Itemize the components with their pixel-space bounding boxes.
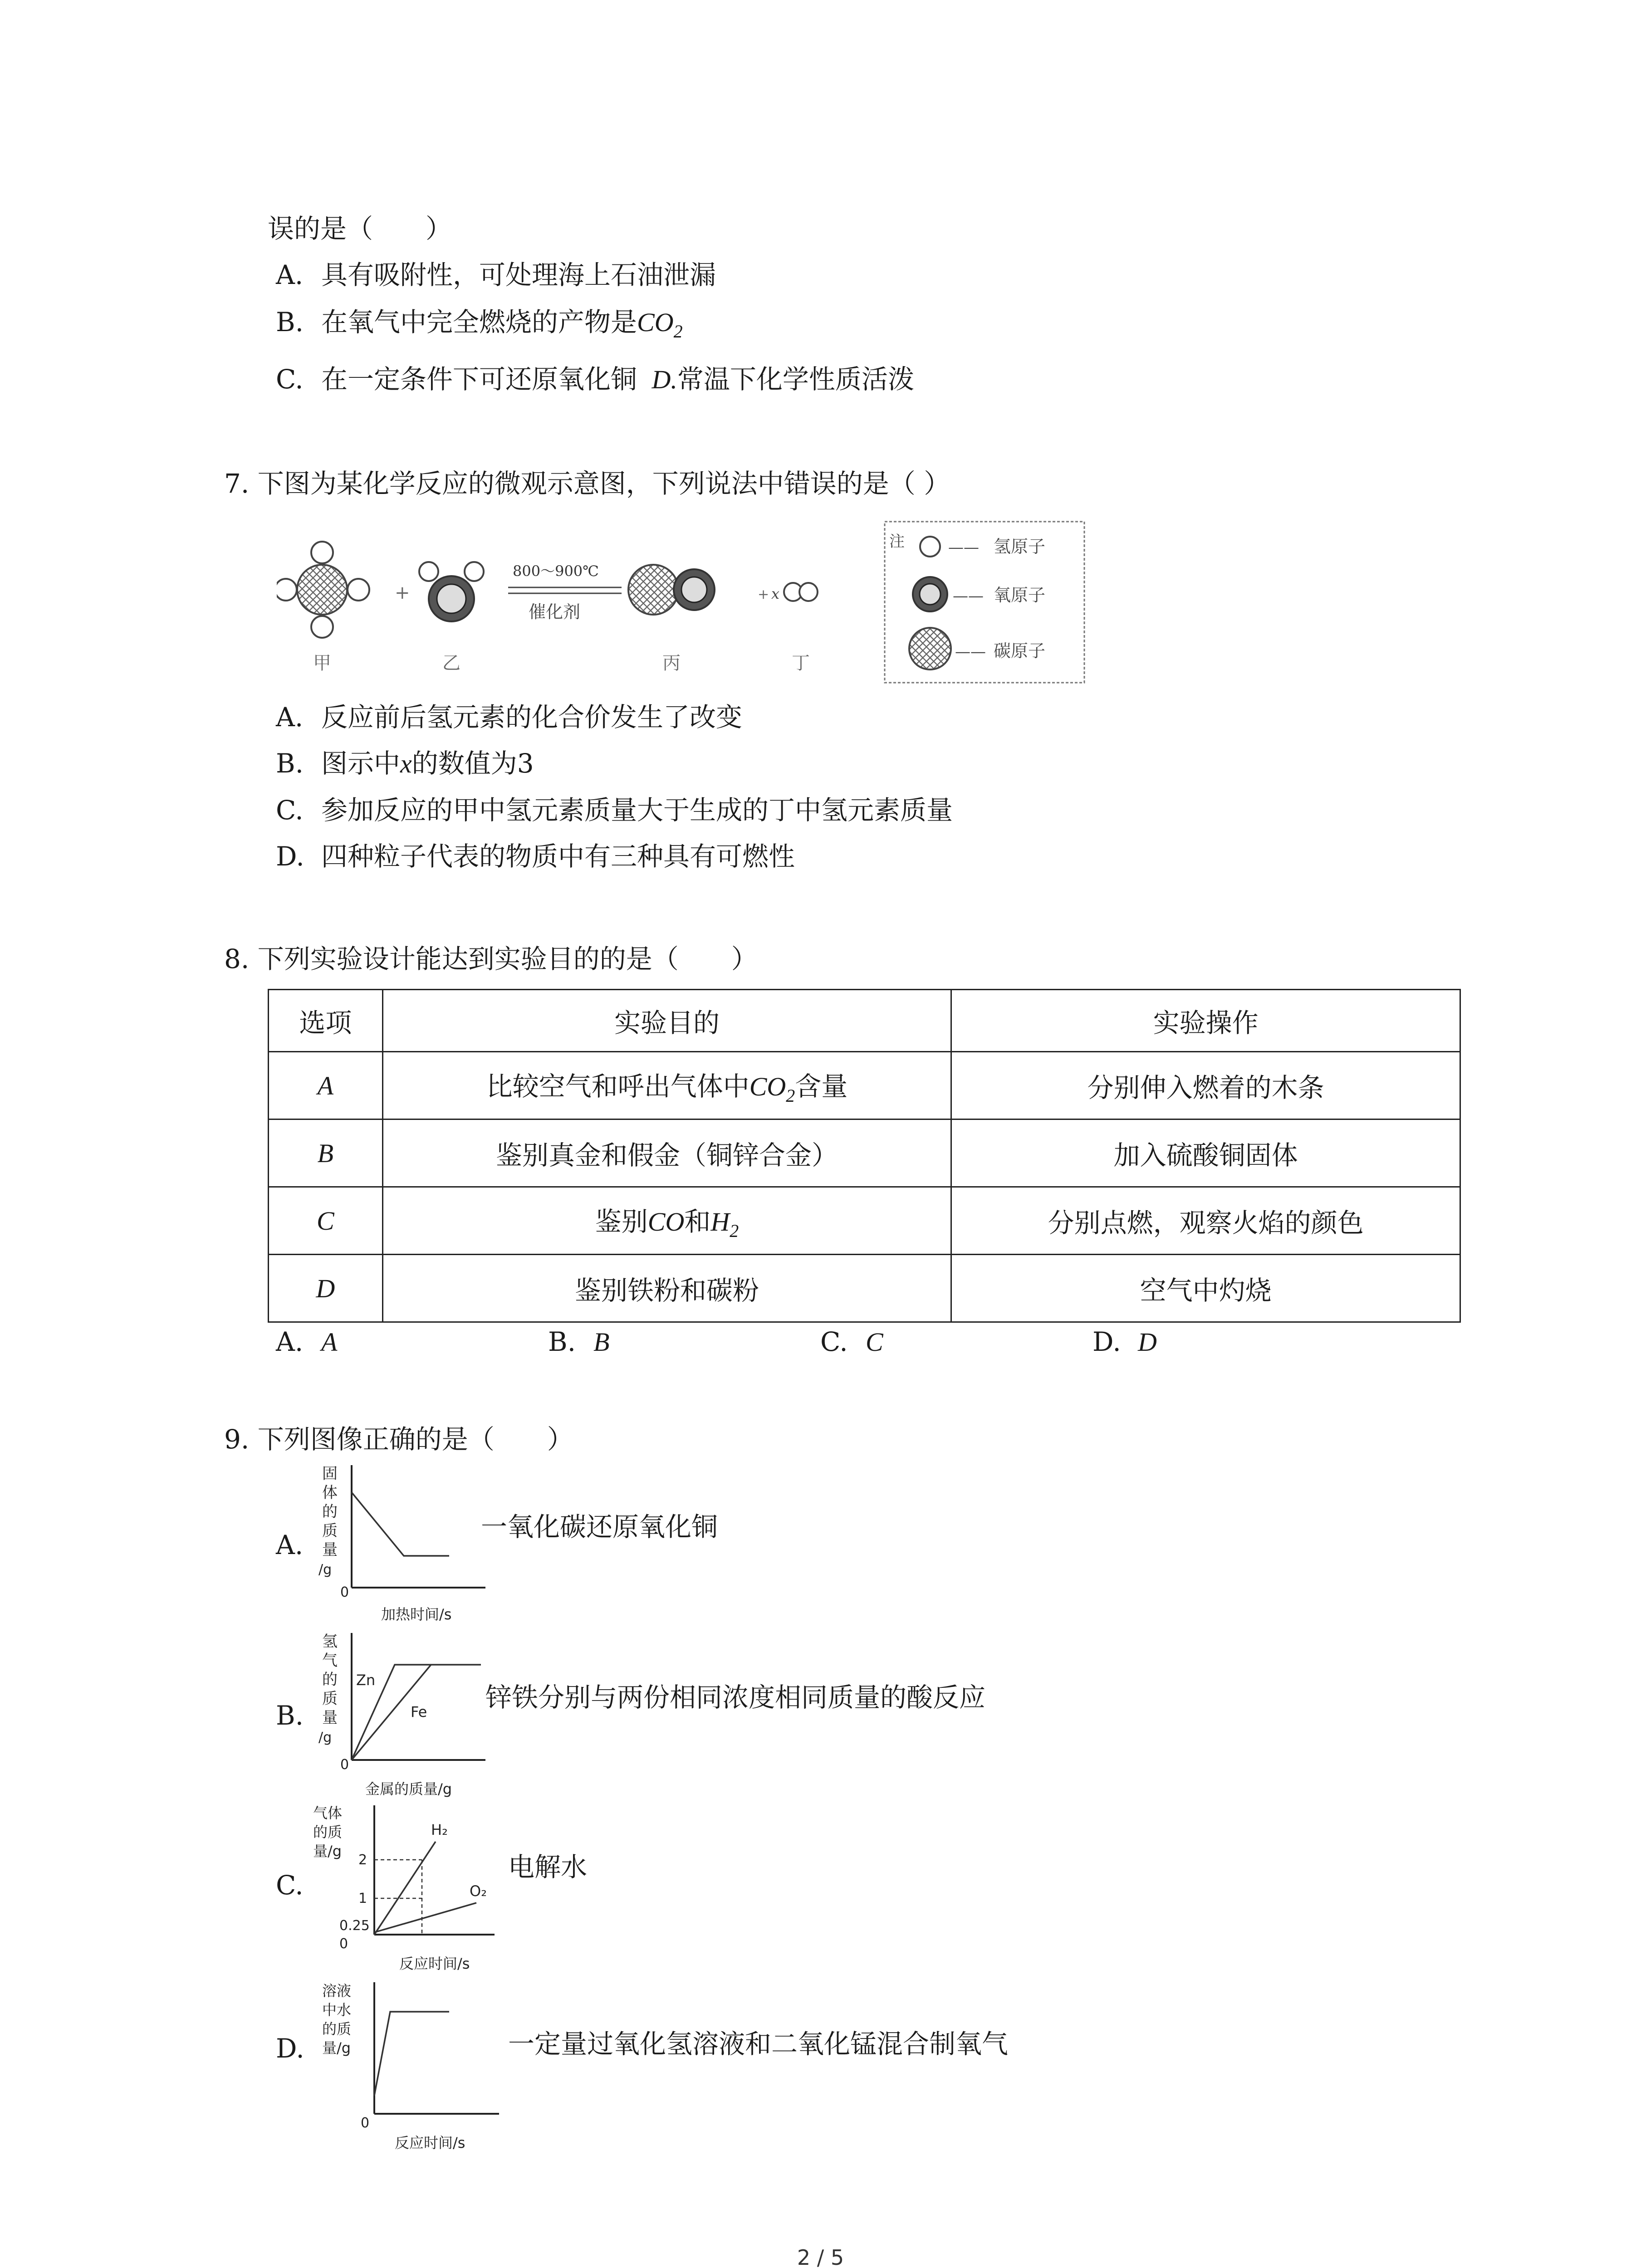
formula-subscript: 2 [673,321,683,342]
option-letter: B. [276,307,304,337]
series-zn-label: Zn [356,1672,376,1689]
svg-text:溶液: 溶液 [322,1982,352,1999]
series-h2-label: H₂ [431,1821,448,1838]
q9-option-b-label[interactable]: B. [276,1700,304,1731]
svg-text:反应时间/s: 反应时间/s [395,2134,465,2151]
option-text: 反应前后氢元素的化合价发生了改变 [321,702,743,733]
svg-text:的质: 的质 [322,2020,352,2038]
q6-option-c[interactable] [276,363,914,396]
svg-text:质: 质 [322,1522,338,1540]
option-letter: C. [276,795,304,826]
svg-text:0: 0 [361,2115,370,2131]
svg-text:反应时间/s: 反应时间/s [399,1955,470,1972]
q7-stem: 7. 下图为某化学反应的微观示意图，下列说法中错误的是（ ） [224,468,950,499]
header-operation: 实验操作 [951,990,1460,1052]
legend-carbon: 碳原子 [994,641,1046,661]
legend-box [885,522,1084,683]
label-yi: 乙 [442,653,460,674]
row-operation: 分别点燃，观察火焰的颜色 [951,1187,1460,1255]
option-text: 在一定条件下可还原氧化铜 [321,364,637,395]
table-header-row [269,990,1460,1052]
svg-text:量/g: 量/g [313,1843,342,1860]
option-text: 参加反应的甲中氢元素质量大于生成的丁中氢元素质量 [321,795,953,826]
svg-text:体: 体 [322,1484,338,1502]
row-purpose: 比较空气和呼出气体中$CO_2$含量 [382,1052,951,1119]
option-letter: D. [276,841,304,872]
label-bing: 丙 [662,653,681,674]
svg-text:的: 的 [322,1671,338,1689]
svg-text:0: 0 [340,1757,349,1773]
q8-stem: 8. 下列实验设计能达到实验目的的是（ ） [224,943,758,974]
plus-sign: + [395,582,410,603]
q8-answer-b[interactable]: B. B [548,1326,610,1357]
svg-text:0: 0 [339,1936,348,1952]
q6-option-b[interactable] [276,306,683,348]
table-row [269,1052,1460,1119]
header-purpose: 实验目的 [382,990,951,1052]
svg-text:气体: 气体 [313,1804,343,1822]
series-o2-label: O₂ [470,1882,487,1900]
svg-text:中水: 中水 [322,2001,352,2019]
svg-text:1: 1 [358,1891,367,1906]
label-ding: 丁 [792,653,810,674]
q9-option-c-desc: 电解水 [508,1852,588,1882]
row-operation: 分别伸入燃着的木条 [951,1052,1460,1119]
row-option: D [269,1255,383,1322]
svg-text:的: 的 [322,1503,338,1521]
svg-text:量: 量 [322,1541,338,1559]
series-fe-label: Fe [411,1703,427,1721]
option-letter: A. [276,259,304,290]
legend-hydrogen: 氢原子 [994,537,1046,557]
q9-option-c-label[interactable]: C. [276,1870,304,1901]
q7-option-d[interactable] [276,840,795,873]
molecule-yi [419,562,484,621]
row-option: C [269,1187,383,1255]
legend-dash: —— [955,643,986,661]
label-jia: 甲 [313,653,331,674]
q7-option-a[interactable] [276,701,742,733]
q8-answer-d[interactable]: D. D [1092,1326,1157,1357]
row-option: A [269,1052,383,1119]
option-letter: B. [276,748,304,779]
legend-dash: —— [953,587,984,605]
svg-text:气: 气 [322,1652,338,1670]
option-text: 四种粒子代表的物质中有三种具有可燃性 [321,841,795,872]
table-row [269,1187,1460,1255]
plus-sign: + [758,587,769,602]
table-row [269,1119,1460,1187]
q6-option-a[interactable] [276,259,716,291]
svg-text:/g: /g [318,1730,332,1745]
q9-option-d-desc: 一定量过氧化氢溶液和二氧化锰混合制氧气 [508,2028,1009,2059]
q9-option-a-label[interactable]: A. [276,1530,304,1560]
q8-answer-c[interactable]: C. C [820,1326,883,1357]
q9-option-d-label[interactable]: D. [276,2033,304,2064]
table-row [269,1255,1460,1322]
q9-graph-a [313,1461,504,1637]
row-operation: 空气中灼烧 [951,1255,1460,1322]
reaction-condition: 800～900℃ [513,562,599,580]
svg-text:加热时间/s: 加热时间/s [381,1606,452,1623]
page-number: 2 / 5 [797,2245,844,2268]
q9-graph-d [313,1978,513,2159]
svg-text:的质: 的质 [313,1823,343,1841]
svg-text:量/g: 量/g [322,2039,351,2057]
option-d-text: 常温下化学性质活泼 [677,364,914,395]
variable-x: x [400,749,412,778]
row-purpose: 鉴别CO和$H_2$ [382,1187,951,1255]
q9-stem: 9. 下列图像正确的是（ ） [224,1424,573,1455]
svg-text:固: 固 [322,1465,338,1483]
formula: CO [637,308,674,337]
q8-answer-a[interactable]: A. A [276,1326,338,1357]
option-text: 在氧气中完全燃烧的产物是 [321,307,637,337]
reaction-catalyst: 催化剂 [529,602,581,622]
coefficient-x: x [771,585,780,602]
option-text: 具有吸附性，可处理海上石油泄漏 [321,259,716,290]
legend-dash: —— [948,538,979,557]
svg-text:质: 质 [322,1690,338,1708]
option-letter: A. [276,702,304,733]
molecule-ding [784,583,818,601]
series-o2-line [374,1903,476,1932]
svg-text:0.25: 0.25 [339,1918,370,1934]
molecule-bing [628,565,715,615]
svg-text:/g: /g [318,1562,332,1578]
svg-text:量: 量 [322,1709,338,1727]
header-option: 选项 [269,990,383,1052]
curve [352,1492,449,1556]
option-text: 的数值为3 [411,748,534,779]
q9-option-a-desc: 一氧化碳还原氧化铜 [481,1511,718,1542]
svg-text:氢: 氢 [322,1633,338,1651]
q9-graph-c [313,1801,513,1982]
option-letter: C. [276,364,304,395]
svg-text:金属的质量/g: 金属的质量/g [365,1780,452,1798]
q9-graph-b [313,1628,504,1805]
q7-reaction-diagram [277,513,1093,694]
svg-text:0: 0 [340,1584,349,1600]
option-d-letter: D. [652,365,677,394]
series-h2-line [374,1842,436,1935]
legend-note: 注 [889,533,905,551]
q6-stem-tail: 误的是（ ） [268,213,452,244]
option-text: 图示中 [321,748,401,779]
q7-option-b[interactable] [276,747,534,780]
curve [374,2012,449,2096]
q9-option-b-desc: 锌铁分别与两份相同浓度相同质量的酸反应 [485,1682,986,1713]
experiment-table [268,989,1461,1323]
molecule-jia [277,542,369,638]
q7-option-c[interactable] [276,794,953,826]
row-option: B [269,1119,383,1187]
row-purpose: 鉴别真金和假金（铜锌合金） [382,1119,951,1187]
legend-oxygen: 氧原子 [994,585,1046,605]
row-operation: 加入硫酸铜固体 [951,1119,1460,1187]
svg-text:2: 2 [358,1852,367,1868]
row-purpose: 鉴别铁粉和碳粉 [382,1255,951,1322]
